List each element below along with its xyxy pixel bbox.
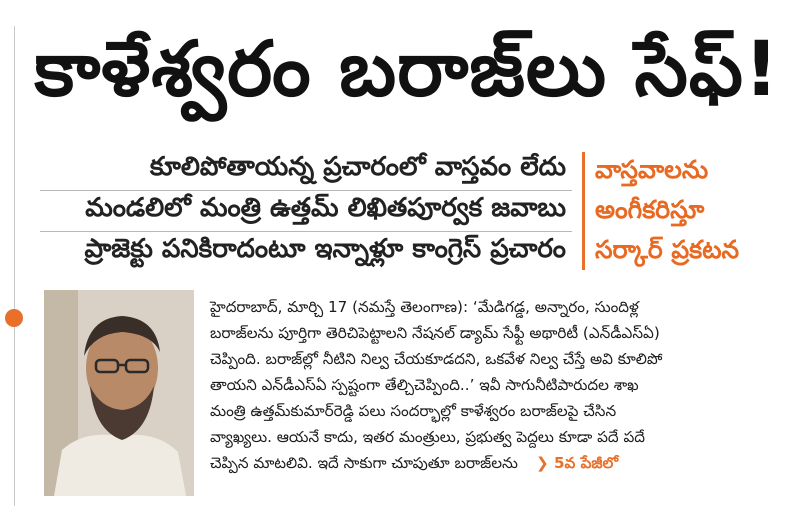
body-line-6: వ్యాఖ్యలు. ఆయనే కాదు, ఇతర మంత్రులు, ప్రభుత్వ పెద్దలు కూడా పదే పదే bbox=[210, 428, 645, 446]
body-line-7-text: చెప్పిన మాటలివి. ఇదే సాకుగా చూపుతూ బరాజ్‌లను bbox=[210, 454, 518, 472]
orange-bullet-dot bbox=[5, 309, 23, 327]
continuation-text: 5వ పేజీలో bbox=[553, 454, 619, 472]
body-line-7 bbox=[210, 450, 790, 476]
body-line-4: తాయని ఎన్‌డీఎస్‌ఏ స్పష్టంగా తేల్చిచెప్పింది..’ ఇవీ సాగునీటిపారుదల శాఖ bbox=[210, 376, 639, 394]
minister-photo bbox=[44, 290, 194, 496]
side-highlight-line-2: అంగీకరిస్తూ bbox=[595, 195, 705, 224]
side-highlight-line-3: సర్కార్‌ ప్రకటన bbox=[595, 235, 740, 264]
body-line-2: బరాజ్‌లను పూర్తిగా తెరిచిపెట్టాలని నేషనల్‌ డ్యామ్‌ సేఫ్టీ అథారిటీ (ఎన్‌డీఎస్‌ఏ) bbox=[210, 324, 660, 342]
body-line-3: చెప్పింది. బరాజ్‌ల్లో నీటిని నిల్వ చేయకూడదని, ఒకవేళ నిల్వ చేస్తే అవి కూలిపో bbox=[210, 350, 663, 368]
body-line-1: హైదరాబాద్‌, మార్చి 17 (నమస్తే తెలంగాణ): ‘మేడిగడ్డ, అన్నారం, సుందిళ్ల bbox=[210, 298, 639, 316]
side-highlight bbox=[595, 150, 775, 270]
headline: కాళేశ్వరం బరాజ్‌లు సేఫ్‌! bbox=[34, 24, 780, 113]
subheadings bbox=[40, 150, 572, 272]
portrait-image bbox=[44, 290, 194, 496]
subheading-2: మండలిలో మంత్రి ఉత్తమ్‌ లిఖితపూర్వక జవాబు bbox=[40, 191, 572, 232]
left-column-rule bbox=[14, 26, 15, 506]
subheading-3: ప్రాజెక్టు పనికిరాదంటూ ఇన్నాళ్లూ కాంగ్రెస్‌ ప్రచారం bbox=[84, 234, 566, 264]
subheading-1: కూలిపోతాయన్న ప్రచారంలో వాస్తవం లేదు bbox=[40, 150, 572, 191]
side-highlight-line-1: వాస్తవాలను bbox=[595, 155, 709, 184]
body-line-5: మంత్రి ఉత్తమ్‌కుమార్‌రెడ్డి పలు సందర్భాల్లో కాళేశ్వరం బరాజ్‌లపై చేసిన bbox=[210, 402, 617, 420]
side-highlight-rule bbox=[582, 152, 585, 270]
article-body bbox=[210, 294, 790, 476]
continuation-marker: ❯ 5వ పేజీలో bbox=[535, 454, 619, 472]
